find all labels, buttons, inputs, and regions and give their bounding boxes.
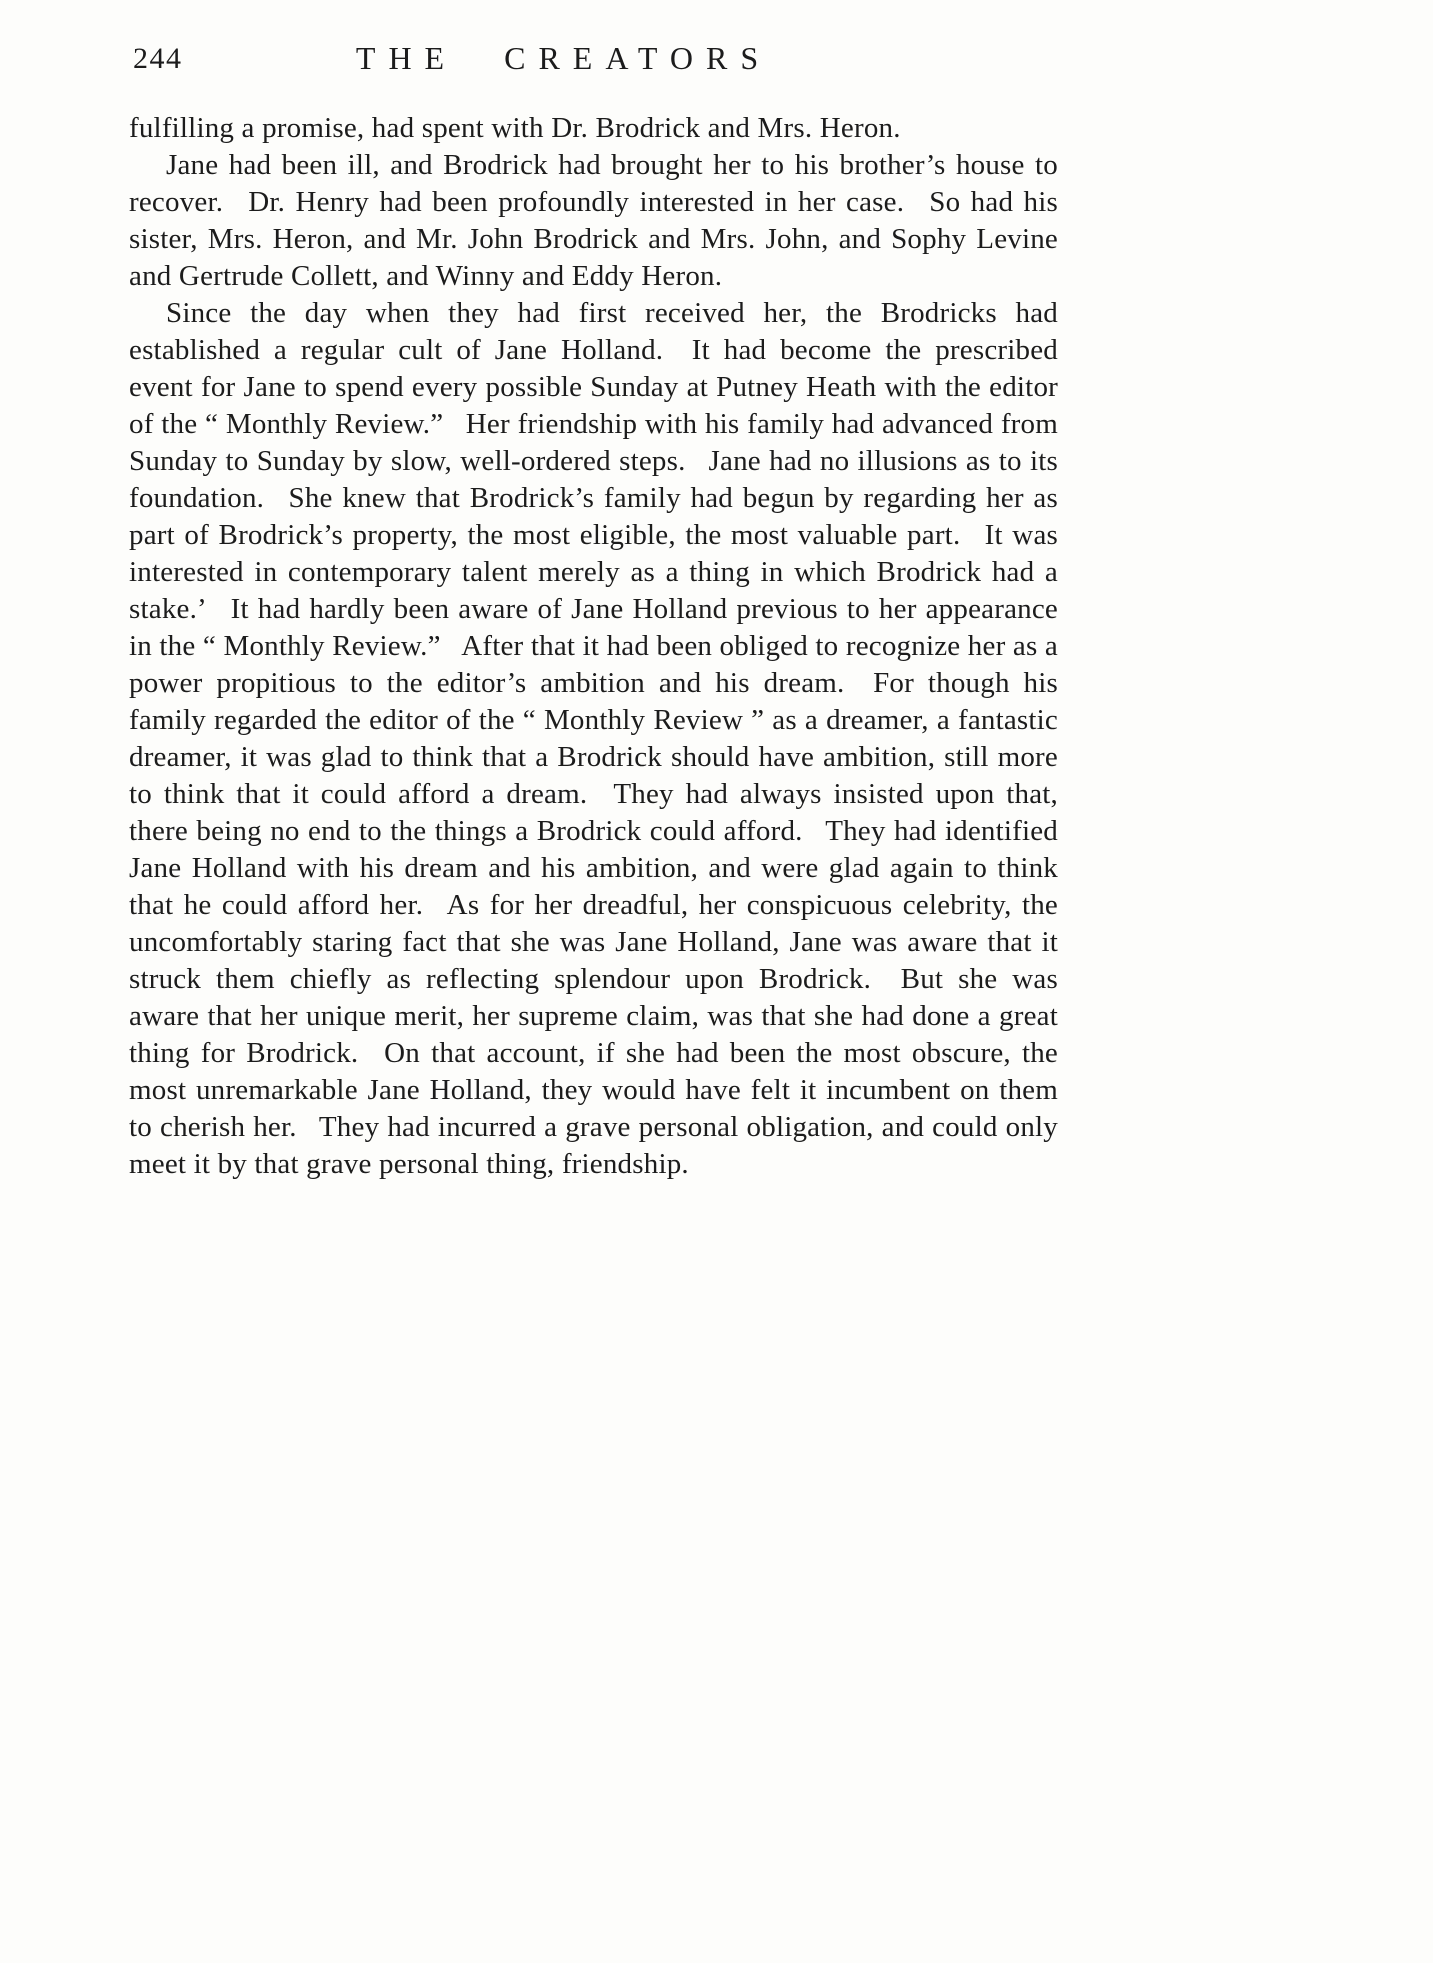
text-column — [129, 40, 1058, 1183]
running-title: THE CREATORS — [355, 40, 772, 76]
page-header — [129, 40, 1058, 86]
paragraph: Since the day when they had first received her, the Brodricks had established a regular cult of Jane Holland. It had become the prescribed event for Jane to spend every possible Sunday at Putney Heath with the editor of the “ Monthly Review.” Her friendship with his family had advanced from Sunday to Sunday by slow, well-ordered steps. Jane had no illusions as to its foundation. She knew that Brodrick’s family had begun by regarding her as part of Brodrick’s property, the most eligible, the most valuable part. It was interested in contemporary talent merely as a thing in which Brodrick had a stake.’ It had hardly been aware of Jane Holland previous to her appearance in the “ Monthly Review.” After that it had been obliged to recognize her as a power propitious to the editor’s ambition and his dream. For though his family regarded the editor of the “ Monthly Review ” as a dreamer, a fantastic dreamer, it was glad to think that a Brodrick should have ambition, still more to think that it could afford a dream. They had always insisted upon that, there being no end to the things a Brodrick could afford. They had identified Jane Holland with his dream and his ambition, and were glad again to think that he could afford her. As for her dreadful, her conspicuous celebrity, the uncomfortably staring fact that she was Jane Holland, Jane was aware that it struck them chiefly as reflecting splendour upon Brodrick. But she was aware that her unique merit, her supreme claim, was that she had done a great thing for Brodrick. On that account, if she had been the most obscure, the most unremarkable Jane Holland, they would have felt it incumbent on them to cherish her. They had incurred a grave personal obligation, and could only meet it by that grave personal thing, friendship. — [129, 297, 1058, 1180]
paragraph: fulfilling a promise, had spent with Dr. Brodrick and Mrs. Heron. — [129, 112, 901, 144]
page-number: 244 — [133, 42, 183, 75]
body-text — [129, 110, 1058, 1183]
paragraph: Jane had been ill, and Brodrick had brought her to his brother’s house to recover. Dr. Henry had been profoundly interested in her case. So had his sister, Mrs. Heron, and Mr. John Brodrick and Mrs. John, and Sophy Levine and Gertrude Collett, and Winny and Eddy Heron. — [129, 149, 1058, 292]
